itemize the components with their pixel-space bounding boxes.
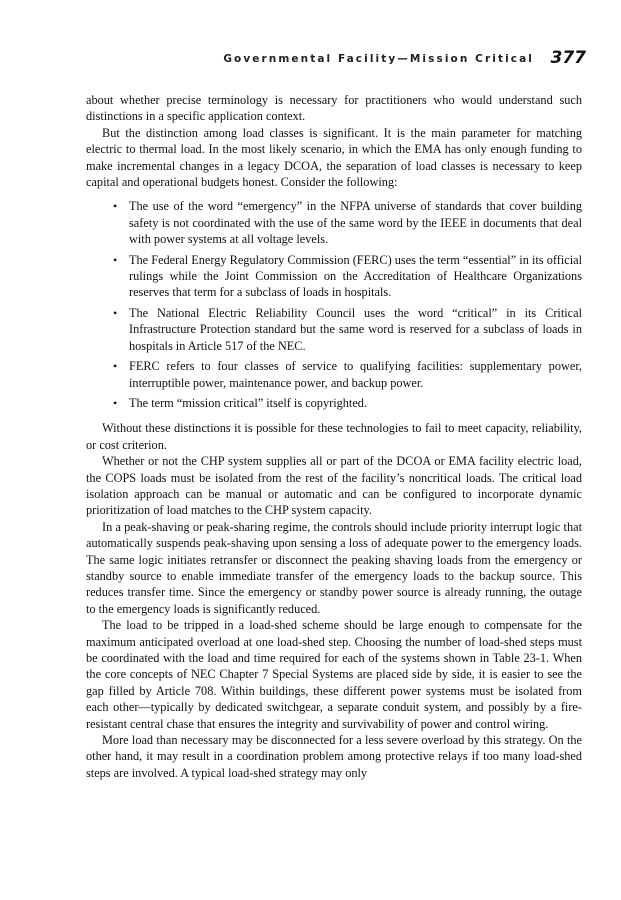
paragraph: But the distinction among load classes is significant. It is the main parameter for matching electric to thermal load. In the most likely scenario, in which the EMA has only enough funding to make incremental changes in a legacy DCOA, the separation of load classes is necessary to keep capital and operational budgets honest. Consider the following: [86,125,582,190]
page-header [84,50,586,70]
bullet-item: • FERC refers to four classes of service to qualifying facilities: supplementary power, interruptible power, maintenance power, and backup power. [86,358,582,391]
bullet-item: • The use of the word “emergency” in the NFPA universe of standards that cover building safety is not coordinated with the use of the same word by the IEEE in documents that deal with power systems at all voltage levels. [86,198,582,247]
paragraph: Whether or not the CHP system supplies all or part of the DCOA or EMA facility electric load, the COPS loads must be isolated from the rest of the facility’s noncritical loads. The critical load isolation approach can be manual or automatic and can be configured to incorporate dynamic prioritization of load matches to the CHP system capacity. [86,454,582,518]
paragraph: Without these distinctions it is possible for these technologies to fail to meet capacity, reliability, or cost criterion. [86,421,582,452]
bullet-list [86,198,582,411]
bullet-item: • The term “mission critical” itself is copyrighted. [86,395,582,411]
paragraph: about whether precise terminology is necessary for practitioners who would understand such distinctions in a specific application context. [86,93,582,124]
running-head: Governmental Facility—Mission Critical [223,53,534,65]
bullet-item: • The National Electric Reliability Council uses the word “critical” in its Critical Infrastructure Protection standard but the same word is reserved for a subclass of loads in hospitals in Article 517 of the NEC. [86,305,582,354]
paragraph: The load to be tripped in a load-shed scheme should be large enough to compensate for the maximum anticipated overload at one load-shed step. Choosing the number of load-shed steps must be coordinated with the load and time required for each of the systems shown in Table 23-1. When the core concepts of NEC Chapter 7 Special Systems are placed side by side, it is easier to see the gap filled by Article 708. Within buildings, these different power systems must be isolated from each other—typically by dedicated switchgear, a separate conduit system, and possibly by a fire-resistant central chase that ensures the integrity and survivability of power and control wiring. [86,618,582,731]
bullet-item: • The Federal Energy Regulatory Commission (FERC) uses the term “essential” in its official rulings while the Joint Commission on the Accreditation of Healthcare Organizations reserves that term for a subclass of loads in hospitals. [86,252,582,301]
body-text [86,92,582,781]
paragraph: More load than necessary may be disconnected for a less severe overload by this strategy. On the other hand, it may result in a coordination problem among protective relays if too many load-shed steps are involved. A typical load-shed strategy may only [86,733,582,780]
page-number: 377 [550,48,586,68]
paragraph: In a peak-shaving or peak-sharing regime, the controls should include priority interrupt logic that automatically suspends peak-shaving upon sensing a loss of adequate power to the emergency loads. The same logic initiates retransfer or disconnect the peaking shaving loads from the emergency or standby source to enable immediate transfer of the emergency loads to the backup source. This reduces transfer time. Since the emergency or standby power source is already running, the outage to the emergency loads is significantly reduced. [86,519,582,616]
